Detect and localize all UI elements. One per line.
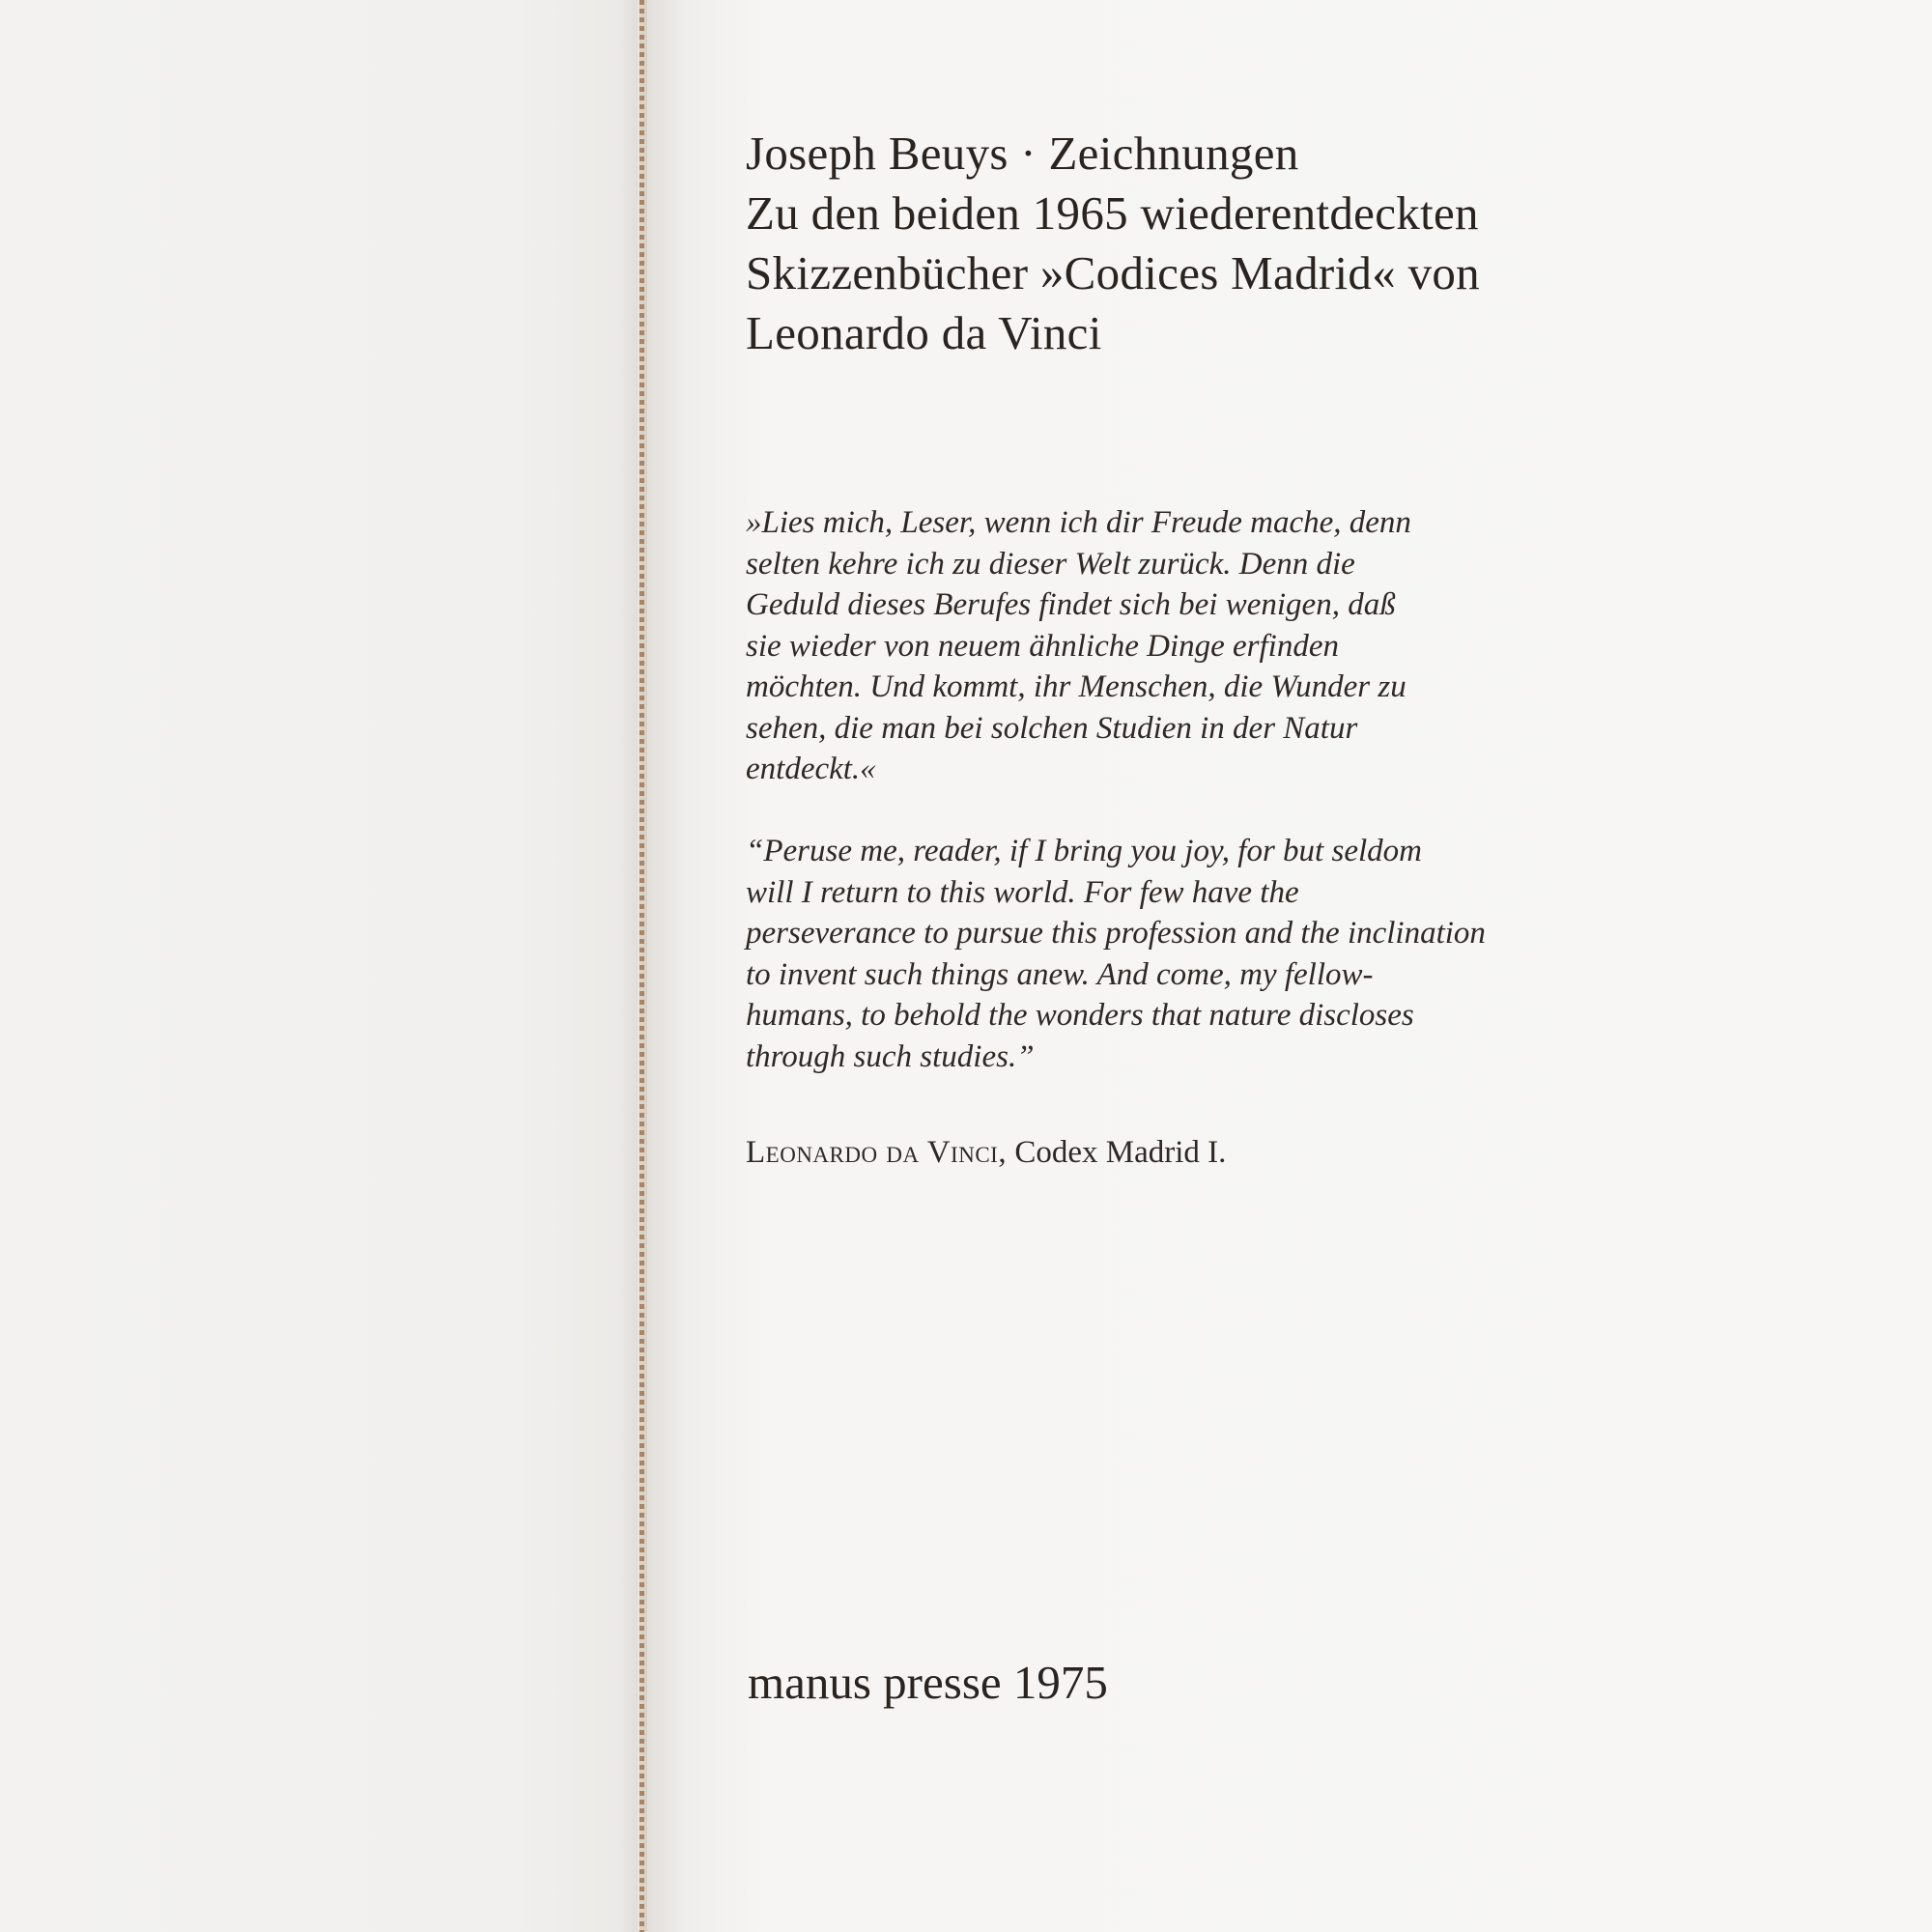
title-line: Skizzenbücher »Codices Madrid« von — [746, 246, 1480, 299]
quote-line: through such studies.” — [746, 1038, 1035, 1074]
quote-line: sie wieder von neuem ähnliche Dinge erfinden — [746, 628, 1339, 664]
quote-line: humans, to behold the wonders that nature discloses — [746, 998, 1414, 1033]
quote-line: will I return to this world. For few have the — [746, 874, 1299, 910]
quote-line: selten kehre ich zu dieser Welt zurück. Denn die — [746, 546, 1355, 582]
publisher-imprint: manus presse 1975 — [748, 1656, 1108, 1709]
quote-line: Geduld dieses Berufes findet sich bei wenigen, daß — [746, 587, 1396, 622]
title-line: Joseph Beuys · Zeichnungen — [746, 127, 1299, 180]
attribution-author: Leonardo da Vinci, — [746, 1135, 1008, 1170]
quote-german — [746, 502, 1857, 790]
quote-english — [746, 831, 1857, 1077]
quote-attribution — [746, 1132, 1226, 1173]
quote-line: “Peruse me, reader, if I bring you joy, for but seldom — [746, 834, 1422, 868]
gutter-shadow — [618, 0, 639, 1932]
quote-line: entdeckt.« — [746, 752, 876, 786]
title-line: Leonardo da Vinci — [746, 306, 1102, 359]
book-title — [746, 124, 1857, 363]
quote-line: »Lies mich, Leser, wenn ich dir Freude mache, denn — [746, 505, 1411, 540]
quote-line: sehen, die man bei solchen Studien in der Natur — [746, 710, 1358, 746]
quote-line: to invent such things anew. And come, my fellow- — [746, 956, 1374, 992]
left-page — [0, 0, 638, 1932]
quote-line: möchten. Und kommt, ihr Menschen, die Wunder zu — [746, 669, 1406, 704]
title-line: Zu den beiden 1965 wiederentdeckten — [746, 186, 1479, 240]
attribution-source: Codex Madrid I. — [1014, 1135, 1227, 1170]
quote-line: perseverance to pursue this profession and the inclination — [746, 916, 1486, 951]
